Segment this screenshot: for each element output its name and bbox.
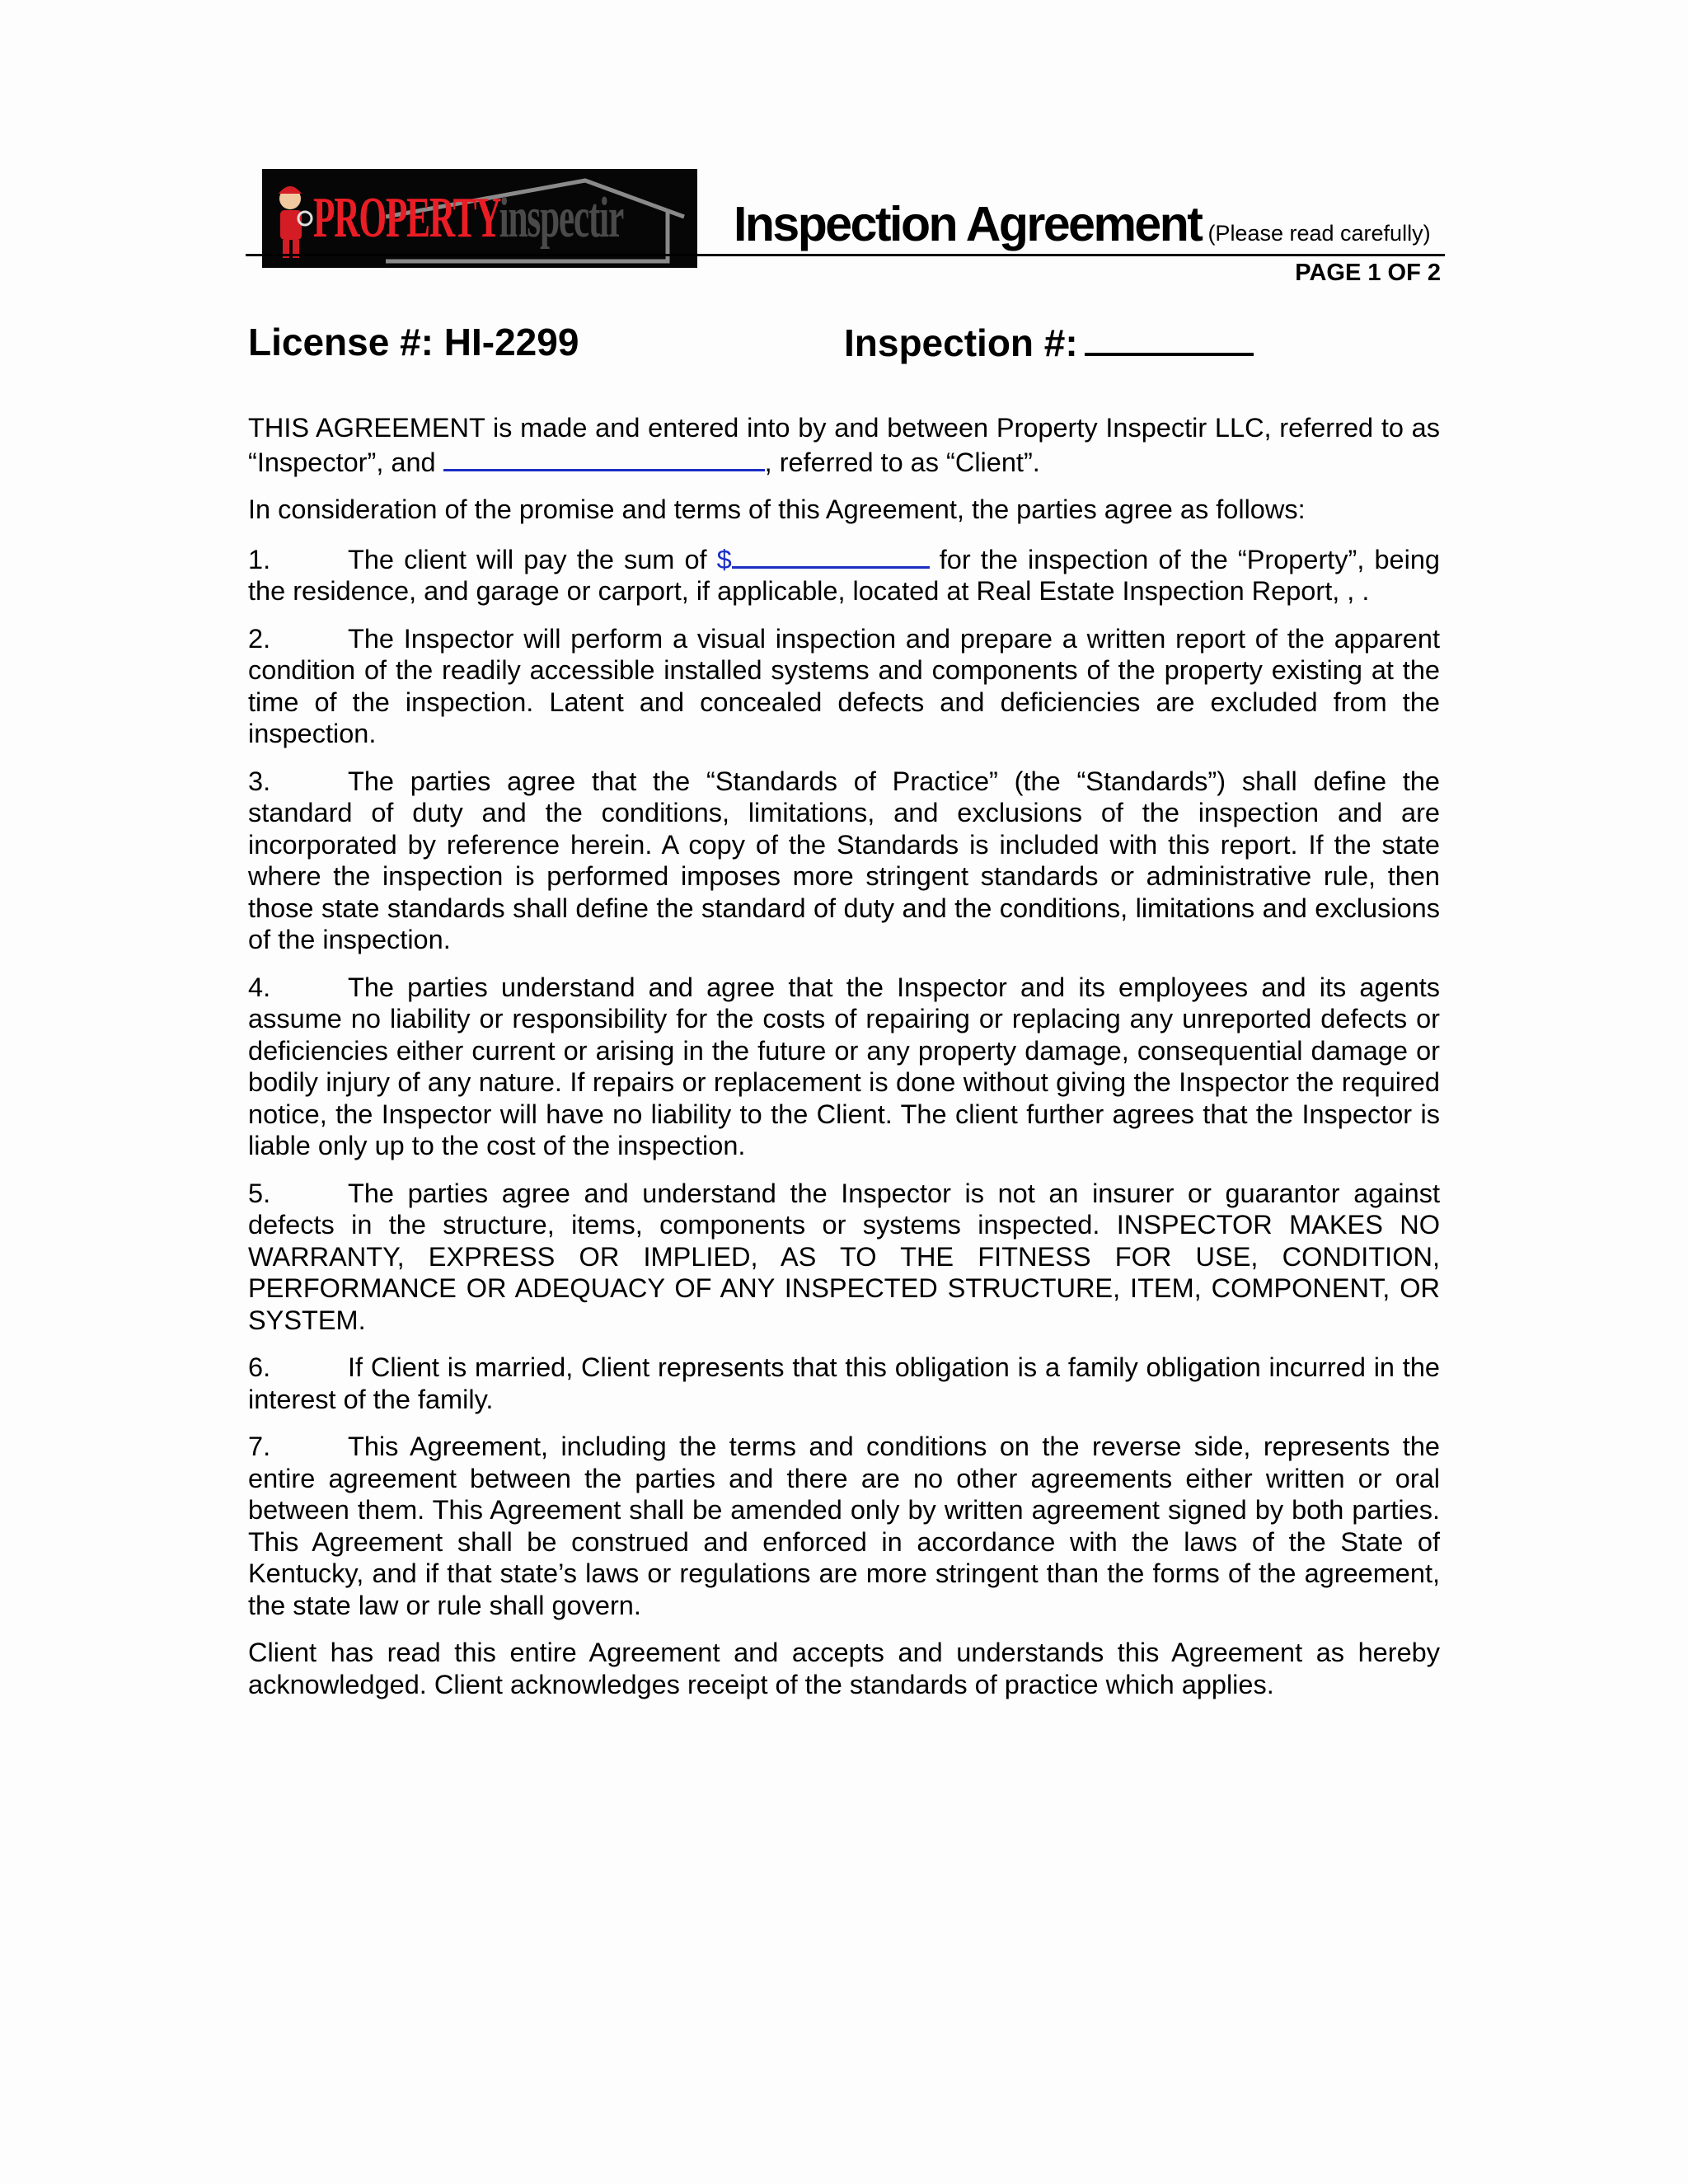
company-logo — [262, 169, 697, 268]
clause-3-text: The parties agree that the “Standards of Practice” (the “Standards”) shall define the standard of duty and the conditions, limitations, and exclusions of the inspection and are incorporated by reference herein. A copy of the Standards is included with this report. If the state where the inspection is performed imposes more stringent standards or administrative rule, then those state standards shall define the standard of duty and the conditions, limitations and exclusions of the inspection. — [248, 766, 1440, 954]
clause-number: 4. — [248, 972, 271, 1002]
clause-number: 2. — [248, 623, 271, 654]
document-subtitle: (Please read carefully) — [1207, 221, 1431, 246]
intro-text: THIS AGREEMENT is made and entered into by and between Property Inspectir LLC, referred to as “Inspector”, and — [248, 413, 1440, 477]
inspection-number-label: Inspection #: — [844, 321, 1078, 364]
clause-5-text: The parties agree and understand the Inspector is not an insurer or guarantor against defects in the structure, items, components or systems inspected. INSPECTOR MAKES NO WARRANTY, EXPRESS OR IMPLIED, AS TO THE FITNESS FOR USE, CONDITION, PERFORMANCE OR ADEQUACY OF ANY INSPECTED STRUCTURE, ITEM, COMPONENT, OR SYSTEM. — [248, 1178, 1440, 1335]
clause-1 — [248, 541, 1440, 607]
client-name-field[interactable] — [443, 444, 765, 471]
clause-7 — [248, 1431, 1440, 1621]
intro-text-end: , referred to as “Client”. — [764, 447, 1040, 477]
logo-wordmark — [313, 185, 623, 251]
clause-2 — [248, 623, 1440, 750]
logo-wordmark-red: PROPERTY — [313, 186, 499, 250]
clause-number: 5. — [248, 1178, 271, 1208]
header-divider — [246, 254, 1445, 256]
logo-wordmark-gray: inspectir — [499, 186, 624, 250]
clause-3 — [248, 766, 1440, 956]
clause-6-text: If Client is married, Client represents that this obligation is a family obligation incurred in the interest of the family. — [248, 1352, 1440, 1414]
clause-number: 3. — [248, 766, 271, 796]
clause-4-text: The parties understand and agree that the Inspector and its employees and its agents assume no liability or responsibility for the costs of repairing or replacing any unreported defects or deficiencies either current or arising in the future or any property damage, consequential damage or bodily injury of any nature. If repairs or replacement is done without giving the Inspector the required notice, the Inspector will have no liability to the Client. The client further agrees that the Inspector is liable only up to the cost of the inspection. — [248, 972, 1440, 1160]
agreement-body — [248, 412, 1440, 1716]
clause-number: 6. — [248, 1352, 271, 1382]
inspection-number-field[interactable] — [1085, 320, 1254, 356]
inspector-mascot-icon — [279, 186, 312, 258]
clause-4 — [248, 972, 1440, 1162]
page-indicator: PAGE 1 OF 2 — [1295, 260, 1441, 286]
clause-number: 7. — [248, 1432, 271, 1461]
inspection-fee-field[interactable] — [732, 541, 930, 569]
document-title: Inspection Agreement — [734, 197, 1202, 251]
clause-6 — [248, 1352, 1440, 1415]
closing-paragraph: Client has read this entire Agreement and accepts and understands this Agreement as hereby acknowledged. Client acknowledges receipt of the standards of practice which applies. — [248, 1638, 1440, 1699]
consideration-paragraph: In consideration of the promise and terms of this Agreement, the parties agree as follows: — [248, 494, 1306, 524]
license-number: License #: HI-2299 — [248, 321, 579, 363]
clause-5 — [248, 1178, 1440, 1337]
clause-number: 1. — [248, 544, 271, 574]
fee-currency-symbol: $ — [716, 544, 732, 574]
clause-2-text: The Inspector will perform a visual inspection and prepare a written report of the apparent condition of the readily accessible installed systems and components of the property existing at the time of the inspection. Latent and concealed defects and deficiencies are excluded from the inspection. — [248, 623, 1440, 748]
clause-1-text-end: for the inspection of the “Property”, being the residence, and garage or carport, if applicable, located at Real Estate Inspection Report, , . — [248, 544, 1440, 606]
intro-paragraph — [248, 412, 1440, 478]
clause-1-text: The client will pay the sum of — [348, 544, 707, 574]
clause-7-text: This Agreement, including the terms and conditions on the reverse side, represents the entire agreement between the parties and there are no other agreements either written or oral between them. This Agreement shall be amended only by written agreement signed by both parties. This Agreement shall be construed and enforced in accordance with the laws of the State of Kentucky, and if that state’s laws or regulations are more stringent than the forms of the agreement, the state law or rule shall govern. — [248, 1432, 1440, 1620]
document-header — [734, 196, 1431, 252]
inspection-number — [844, 320, 1254, 365]
